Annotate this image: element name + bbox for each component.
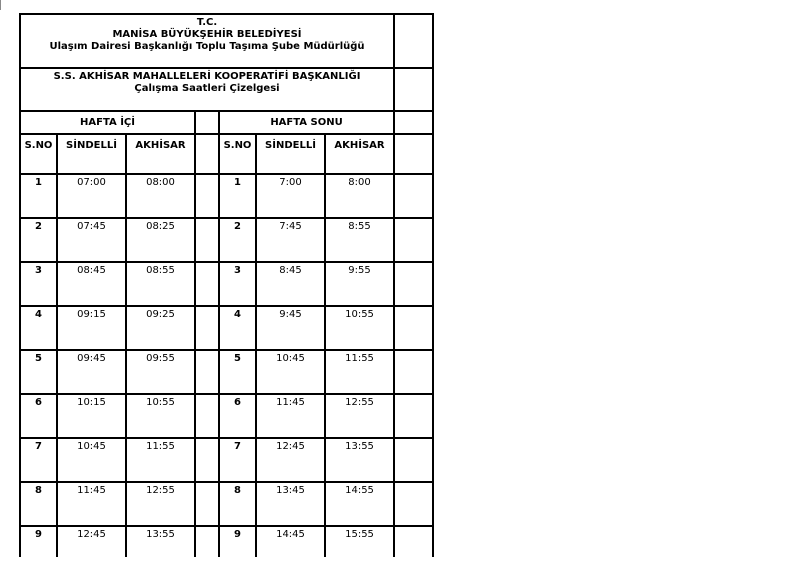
title-row xyxy=(20,14,433,68)
header-line-3: Ulaşım Dairesi Başkanlığı Toplu Taşıma Şube Müdürlüğü xyxy=(49,41,365,52)
time-cell: 13:45 xyxy=(256,482,325,526)
table-row xyxy=(20,394,433,438)
time-cell: 08:25 xyxy=(126,218,195,262)
time-cell: 11:45 xyxy=(256,394,325,438)
time-cell: 11:45 xyxy=(57,482,126,526)
time-cell: 9:55 xyxy=(325,262,394,306)
empty-cell xyxy=(394,134,433,174)
spacer-cell xyxy=(195,526,219,557)
time-cell: 12:55 xyxy=(325,394,394,438)
spacer-cell xyxy=(195,111,219,134)
row-number: 7 xyxy=(219,438,256,482)
col-sno-weekday: S.NO xyxy=(20,134,57,174)
time-cell: 15:55 xyxy=(325,526,394,557)
empty-cell xyxy=(394,68,433,111)
col-akhisar-weekday: AKHİSAR xyxy=(126,134,195,174)
time-cell: 08:55 xyxy=(126,262,195,306)
empty-cell xyxy=(394,394,433,438)
row-number: 6 xyxy=(20,394,57,438)
weekday-section-label: HAFTA İÇİ xyxy=(20,111,195,134)
table-row xyxy=(20,482,433,526)
table-row xyxy=(20,306,433,350)
empty-cell xyxy=(394,218,433,262)
time-cell: 12:45 xyxy=(256,438,325,482)
subheader-block xyxy=(20,68,394,111)
empty-cell xyxy=(394,306,433,350)
empty-cell xyxy=(394,526,433,557)
time-cell: 08:00 xyxy=(126,174,195,218)
spacer-cell xyxy=(195,262,219,306)
table-row xyxy=(20,262,433,306)
empty-cell xyxy=(394,174,433,218)
spacer-cell xyxy=(195,350,219,394)
time-cell: 12:45 xyxy=(57,526,126,557)
spacer-cell xyxy=(195,306,219,350)
row-number: 4 xyxy=(219,306,256,350)
spacer-cell xyxy=(195,174,219,218)
row-number: 4 xyxy=(20,306,57,350)
time-cell: 11:55 xyxy=(126,438,195,482)
time-cell: 7:45 xyxy=(256,218,325,262)
row-number: 3 xyxy=(219,262,256,306)
time-cell: 14:45 xyxy=(256,526,325,557)
time-cell: 10:45 xyxy=(256,350,325,394)
time-cell: 07:45 xyxy=(57,218,126,262)
table-row xyxy=(20,526,433,557)
header-block xyxy=(20,14,394,68)
header-line-1: T.C. xyxy=(196,17,218,28)
col-sno-weekend: S.NO xyxy=(219,134,256,174)
spacer-cell xyxy=(195,134,219,174)
row-number: 2 xyxy=(219,218,256,262)
spacer-cell xyxy=(195,394,219,438)
time-cell: 7:00 xyxy=(256,174,325,218)
table-row xyxy=(20,174,433,218)
spacer-cell xyxy=(195,218,219,262)
time-cell: 13:55 xyxy=(325,438,394,482)
header-line-2: MANİSA BÜYÜKŞEHİR BELEDİYESİ xyxy=(112,29,302,40)
subtitle-row xyxy=(20,68,433,111)
time-cell: 12:55 xyxy=(126,482,195,526)
empty-cell xyxy=(394,14,433,68)
time-cell: 8:45 xyxy=(256,262,325,306)
row-number: 5 xyxy=(219,350,256,394)
row-number: 3 xyxy=(20,262,57,306)
time-cell: 10:45 xyxy=(57,438,126,482)
row-number: 9 xyxy=(219,526,256,557)
row-number: 5 xyxy=(20,350,57,394)
row-number: 1 xyxy=(219,174,256,218)
table-row xyxy=(20,438,433,482)
col-akhisar-weekend: AKHİSAR xyxy=(325,134,394,174)
table-row xyxy=(20,218,433,262)
row-number: 8 xyxy=(20,482,57,526)
spacer-cell xyxy=(195,438,219,482)
section-row xyxy=(20,111,433,134)
column-header-row xyxy=(20,134,433,174)
row-number: 1 xyxy=(20,174,57,218)
spacer-cell xyxy=(195,482,219,526)
time-cell: 9:45 xyxy=(256,306,325,350)
col-sindelli-weekday: SİNDELLİ xyxy=(57,134,126,174)
time-cell: 07:00 xyxy=(57,174,126,218)
table-row xyxy=(20,350,433,394)
empty-cell xyxy=(394,482,433,526)
col-sindelli-weekend: SİNDELLİ xyxy=(256,134,325,174)
time-cell: 8:55 xyxy=(325,218,394,262)
subheader-line-2: Çalışma Saatleri Çizelgesi xyxy=(134,83,280,94)
empty-cell xyxy=(394,262,433,306)
row-number: 2 xyxy=(20,218,57,262)
time-cell: 09:15 xyxy=(57,306,126,350)
row-number: 6 xyxy=(219,394,256,438)
time-cell: 13:55 xyxy=(126,526,195,557)
empty-cell xyxy=(394,438,433,482)
time-cell: 8:00 xyxy=(325,174,394,218)
row-number: 9 xyxy=(20,526,57,557)
time-cell: 10:55 xyxy=(126,394,195,438)
time-cell: 11:55 xyxy=(325,350,394,394)
time-cell: 09:55 xyxy=(126,350,195,394)
time-cell: 08:45 xyxy=(57,262,126,306)
time-cell: 09:45 xyxy=(57,350,126,394)
row-number: 7 xyxy=(20,438,57,482)
text-cursor xyxy=(0,0,1,10)
weekend-section-label: HAFTA SONU xyxy=(219,111,394,134)
empty-cell xyxy=(394,350,433,394)
time-cell: 10:55 xyxy=(325,306,394,350)
empty-cell xyxy=(394,111,433,134)
time-cell: 10:15 xyxy=(57,394,126,438)
subheader-line-1: S.S. AKHİSAR MAHALLELERİ KOOPERATİFİ BAŞKANLIĞI xyxy=(53,71,361,82)
time-cell: 09:25 xyxy=(126,306,195,350)
time-cell: 14:55 xyxy=(325,482,394,526)
row-number: 8 xyxy=(219,482,256,526)
schedule-table xyxy=(19,13,434,557)
